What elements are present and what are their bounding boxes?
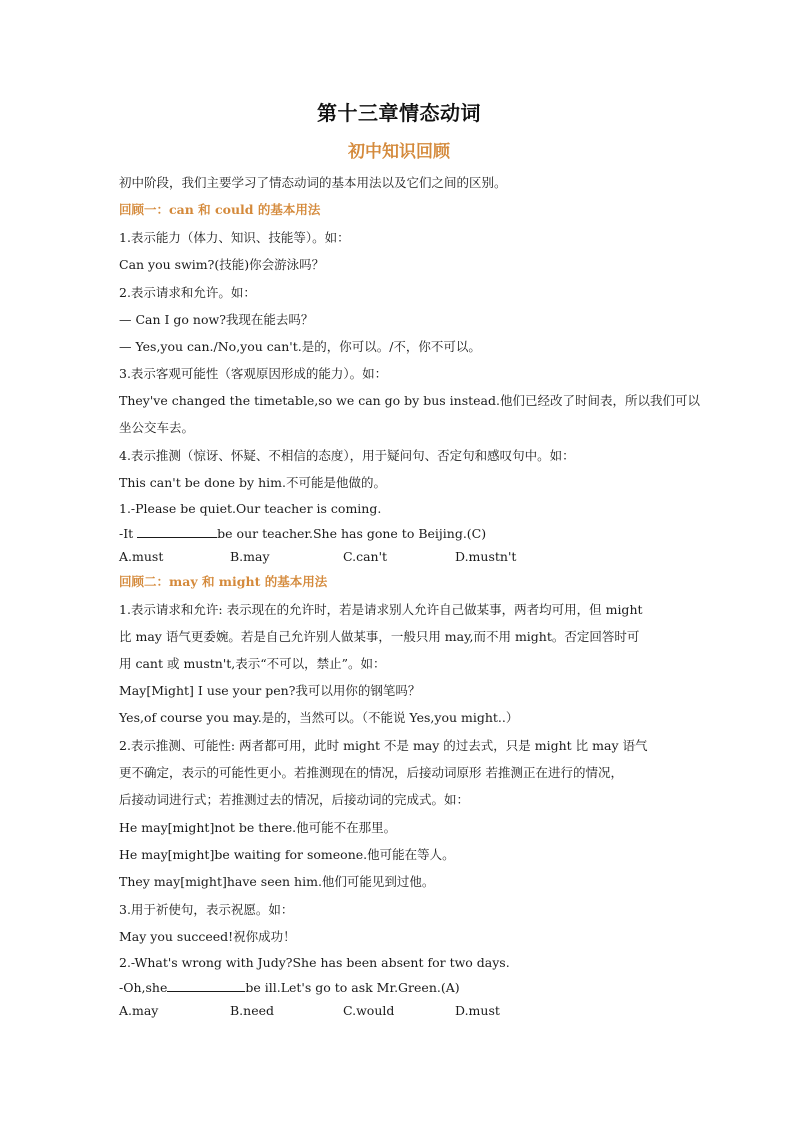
question1-prefix: -It [119,526,138,541]
question2-prefix: -Oh,she [119,980,168,995]
review2-point1-line3: 用 cant 或 mustn't,表示“不可以，禁止”。如： [119,656,386,671]
review2-point1-line2: 比 may 语气更委婉。若是自己允许别人做某事，一般只用 may,而不用 might。否定回答时可 [119,629,640,644]
question1-line2 [119,525,679,542]
review2-point1-line1: 1.表示请求和允许: 表示现在的允许时，若是请求别人允许自己做某事，两者均可用，但 might [119,602,643,617]
review1-heading: 回顾一：can 和 could 的基本用法 [119,202,321,217]
question1-suffix: be our teacher.She has gone to Beijing.(C) [217,526,487,541]
review1-point2-example2: — Yes,you can./No,you can't.是的，你可以。/不，你不可以。 [119,339,481,354]
review2-point2-example2: He may[might]be waiting for someone.他可能在等人。 [119,847,455,862]
question2-blank [167,979,245,992]
question2-line1: 2.-What's wrong with Judy?She has been absent for two days. [119,955,510,970]
review2-point1-example1: May[Might] I use your pen?我可以用你的钢笔吗？ [119,683,421,698]
review1-point3-example-line1: They've changed the timetable,so we can go by bus instead.他们已经改了时间表，所以我们可以 [119,393,700,408]
review2-point1-example2: Yes,of course you may.是的，当然可以。（不能说 Yes,you might..） [119,710,519,725]
question1-line1: 1.-Please be quiet.Our teacher is coming. [119,501,382,516]
review1-point4: 4.表示推测（惊讶、怀疑、不相信的态度），用于疑问句、否定句和感叹句中。如： [119,448,575,463]
review1-point3: 3.表示客观可能性（客观原因形成的能力）。如： [119,366,388,381]
question2-option-b: B.need [230,1003,275,1018]
question1-option-a: A.must [119,549,164,564]
question1-blank [137,525,217,538]
review2-point3-example: May you succeed!祝你成功！ [119,929,296,944]
section-subtitle: 初中知识回顾 [348,142,450,162]
question1-option-d: D.mustn't [455,549,517,564]
chapter-title: 第十三章情态动词 [317,101,481,125]
review2-point3: 3.用于祈使句，表示祝愿。如： [119,902,294,917]
review2-point2-example1: He may[might]not be there.他可能不在那里。 [119,820,397,835]
review2-heading: 回顾二：may 和 might 的基本用法 [119,574,328,589]
review1-point2-example1: — Can I go now?我现在能去吗？ [119,312,314,327]
question2-line2 [119,979,679,996]
review1-point1-example: Can you swim?(技能)你会游泳吗？ [119,257,325,272]
question2-option-c: C.would [343,1003,395,1018]
review2-point2-line2: 更不确定，表示的可能性更小。若推测现在的情况，后接动词原形 若推测正在进行的情况， [119,765,623,780]
question2-suffix: be ill.Let's go to ask Mr.Green.(A) [245,980,460,995]
review2-point2-line3: 后接动词进行式；若推测过去的情况，后接动词的完成式。如： [119,792,470,807]
question2-option-a: A.may [119,1003,159,1018]
intro-paragraph: 初中阶段，我们主要学习了情态动词的基本用法以及它们之间的区别。 [119,175,507,190]
review1-point4-example: This can't be done by him.不可能是他做的。 [119,475,386,490]
question2-option-d: D.must [455,1003,500,1018]
question1-option-b: B.may [230,549,270,564]
review1-point1: 1.表示能力（体力、知识、技能等）。如： [119,230,350,245]
review1-point3-example-line2: 坐公交车去。 [119,420,195,435]
question1-option-c: C.can't [343,549,388,564]
review1-point2: 2.表示请求和允许。如： [119,285,256,300]
review2-point2-line1: 2.表示推测、可能性: 两者都可用，此时 might 不是 may 的过去式，只是 might 比 may 语气 [119,738,648,753]
review2-point2-example3: They may[might]have seen him.他们可能见到过他。 [119,874,435,889]
